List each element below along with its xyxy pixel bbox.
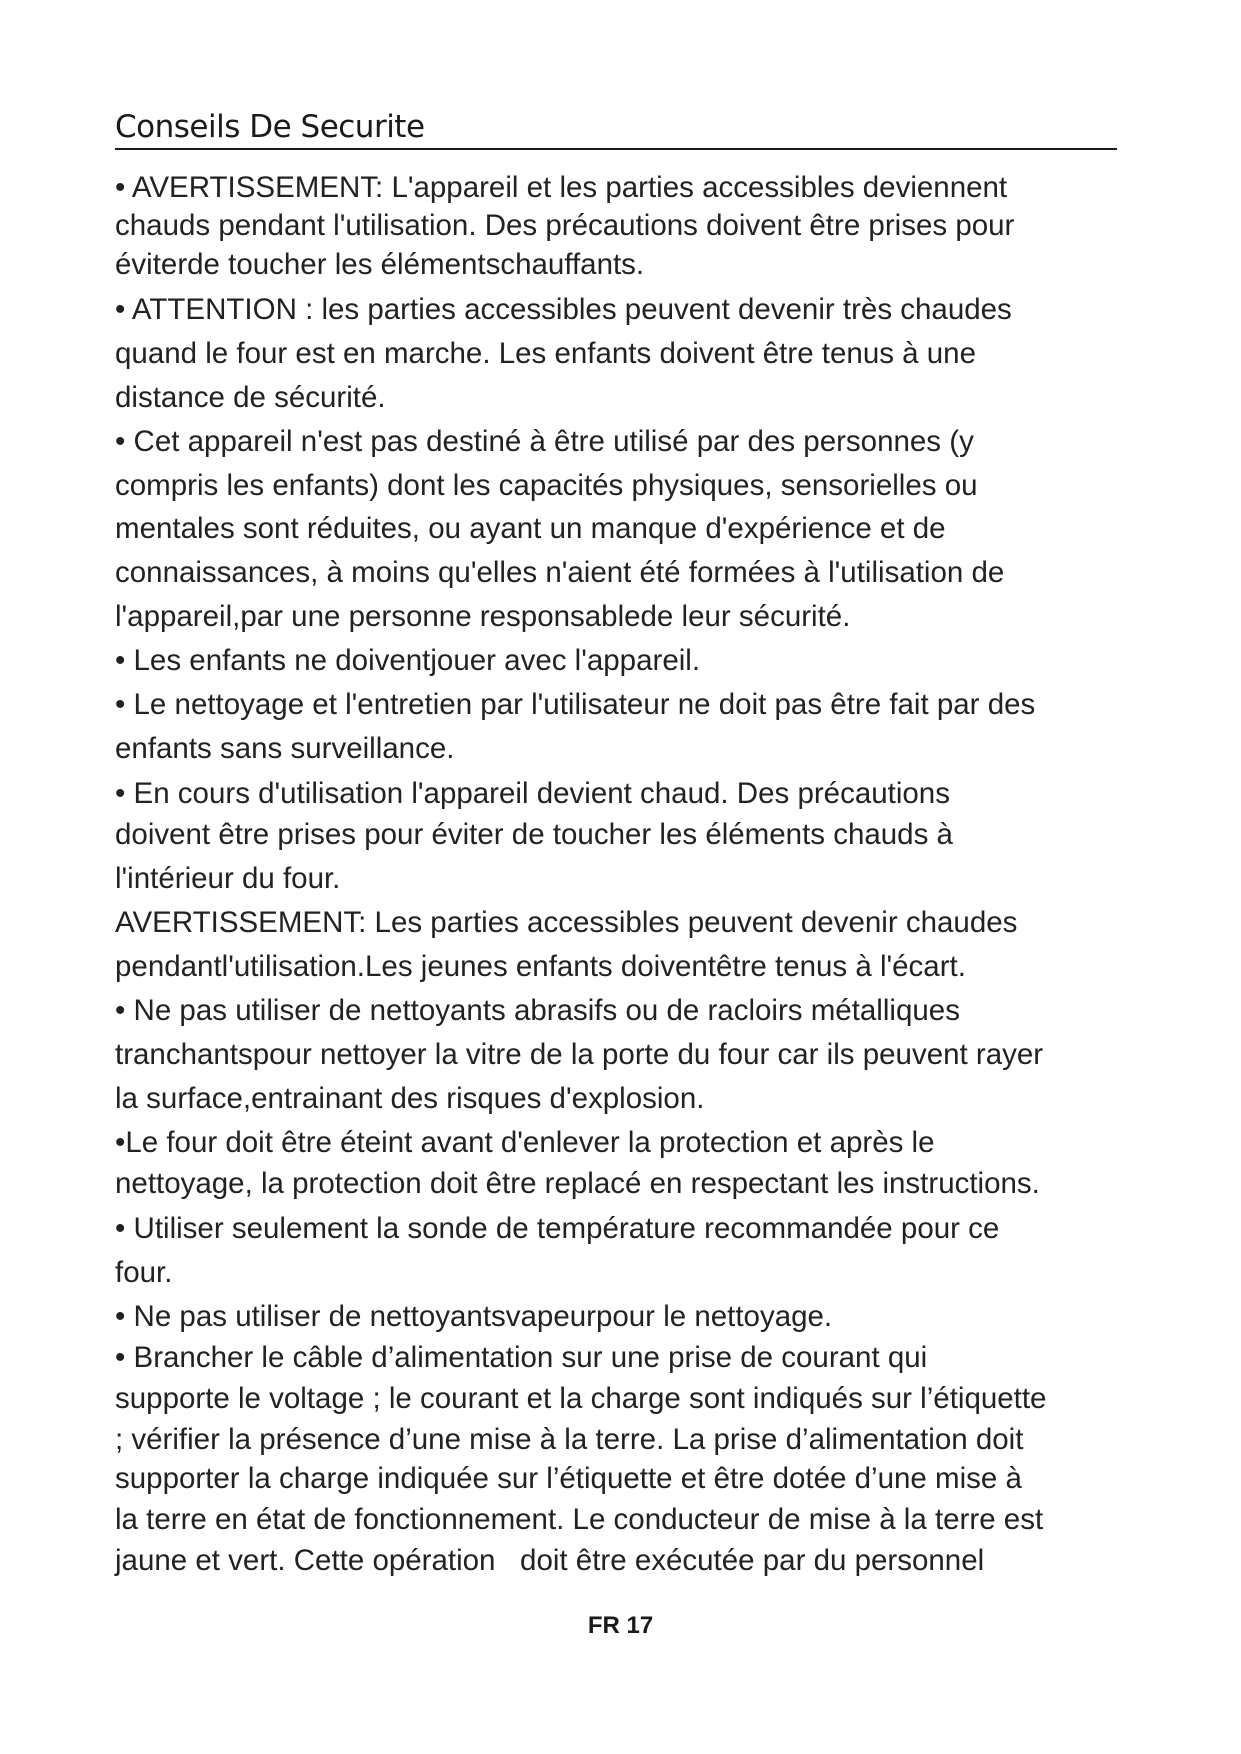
- text-line: • ATTENTION : les parties accessibles peuvent devenir très chaudes: [115, 293, 1012, 326]
- text-line: supporte le voltage ; le courant et la charge sont indiqués sur l’étiquette: [115, 1382, 1047, 1415]
- text-line: jaune et vert. Cette opération doit être exécutée par du personnel: [115, 1544, 985, 1577]
- section-heading: Conseils De Securite: [115, 109, 425, 145]
- text-line: nettoyage, la protection doit être replacé en respectant les instructions.: [115, 1167, 1040, 1200]
- text-line: l'intérieur du four.: [115, 862, 341, 895]
- page-number: FR 17: [587, 1612, 654, 1639]
- text-line: • Utiliser seulement la sonde de température recommandée pour ce: [115, 1212, 1000, 1245]
- text-line: tranchantspour nettoyer la vitre de la porte du four car ils peuvent rayer: [115, 1038, 1044, 1071]
- text-line: • Brancher le câble d’alimentation sur une prise de courant qui: [115, 1341, 928, 1374]
- text-line: connaissances, à moins qu'elles n'aient été formées à l'utilisation de: [115, 556, 1005, 589]
- text-line: • Ne pas utiliser de nettoyantsvapeurpour le nettoyage.: [115, 1300, 833, 1333]
- text-line: mentales sont réduites, ou ayant un manque d'expérience et de: [115, 512, 946, 545]
- text-line: éviterde toucher les élémentschauffants.: [115, 248, 645, 281]
- text-line: •Le four doit être éteint avant d'enlever la protection et après le: [115, 1126, 935, 1159]
- text-line: la terre en état de fonctionnement. Le conducteur de mise à la terre est: [115, 1503, 1044, 1536]
- text-line: ; vérifier la présence d’une mise à la terre. La prise d’alimentation doit: [115, 1423, 1024, 1456]
- text-line: • Les enfants ne doiventjouer avec l'appareil.: [115, 644, 701, 677]
- text-line: la surface,entrainant des risques d'explosion.: [115, 1082, 705, 1115]
- text-line: • Ne pas utiliser de nettoyants abrasifs ou de racloirs métalliques: [115, 994, 960, 1027]
- text-line: • Cet appareil n'est pas destiné à être utilisé par des personnes (y: [115, 425, 974, 458]
- text-line: • AVERTISSEMENT: L'appareil et les parties accessibles deviennent: [115, 171, 1008, 204]
- text-line: compris les enfants) dont les capacités physiques, sensorielles ou: [115, 469, 978, 502]
- text-line: • En cours d'utilisation l'appareil devient chaud. Des précautions: [115, 777, 950, 810]
- text-line: quand le four est en marche. Les enfants doivent être tenus à une: [115, 337, 976, 370]
- text-line: supporter la charge indiquée sur l’étiquette et être dotée d’une mise à: [115, 1462, 1022, 1495]
- text-line: enfants sans surveillance.: [115, 732, 455, 765]
- heading-underline: [115, 148, 1117, 150]
- text-line: four.: [115, 1256, 173, 1289]
- text-line: AVERTISSEMENT: Les parties accessibles peuvent devenir chaudes: [115, 906, 1018, 939]
- text-line: • Le nettoyage et l'entretien par l'utilisateur ne doit pas être fait par des: [115, 688, 1036, 721]
- text-line: doivent être prises pour éviter de toucher les éléments chauds à: [115, 818, 953, 851]
- text-line: chauds pendant l'utilisation. Des précautions doivent être prises pour: [115, 209, 1015, 242]
- text-line: distance de sécurité.: [115, 381, 386, 414]
- text-line: pendantl'utilisation.Les jeunes enfants doiventêtre tenus à l'écart.: [115, 950, 966, 983]
- text-line: l'appareil,par une personne responsablede leur sécurité.: [115, 600, 851, 633]
